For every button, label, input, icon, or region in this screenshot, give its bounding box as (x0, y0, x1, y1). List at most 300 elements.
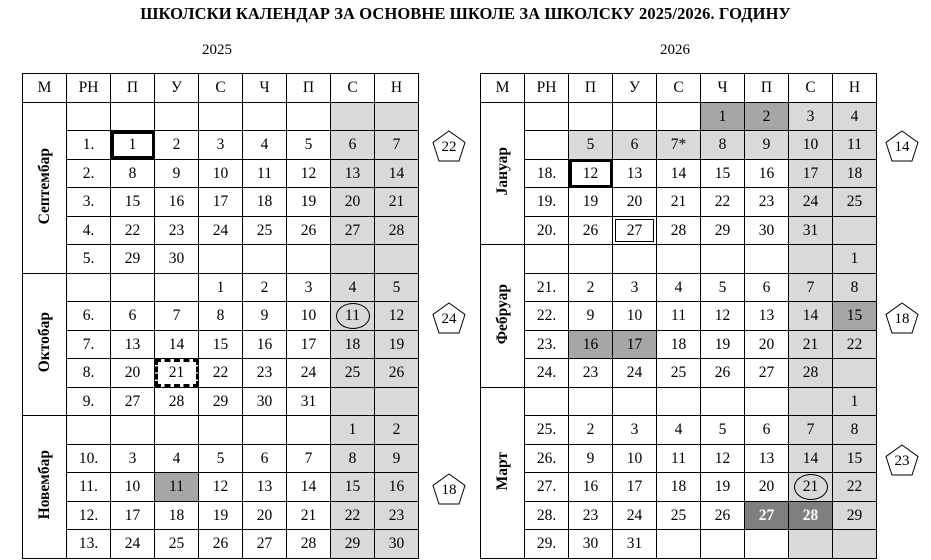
day-cell: 13 (613, 159, 657, 188)
day-cell: 8 (199, 302, 243, 331)
day-cell (657, 245, 701, 274)
day-cell: 9 (569, 444, 613, 473)
week-number-cell: 28. (525, 501, 569, 530)
week-row (481, 188, 877, 217)
day-cell: 27 (613, 216, 657, 245)
month-name-cell (23, 102, 67, 273)
day-cell: 23 (745, 188, 789, 217)
workdays-badge: 18 (885, 302, 919, 334)
day-cell (375, 102, 419, 131)
day-cell: 12 (287, 159, 331, 188)
week-row (23, 359, 419, 388)
day-cell: 29 (111, 245, 155, 274)
day-cell: 3 (789, 102, 833, 131)
day-cell: 21 (657, 188, 701, 217)
week-number-cell: 23. (525, 330, 569, 359)
day-cell: 3 (613, 416, 657, 445)
week-number-cell: 18. (525, 159, 569, 188)
week-row (481, 387, 877, 416)
day-cell: 1 (111, 131, 155, 160)
day-cell: 27 (745, 501, 789, 530)
week-number-cell: 11. (67, 473, 111, 502)
day-cell: 7 (287, 444, 331, 473)
day-cell: 10 (789, 131, 833, 160)
day-cell: 16 (569, 330, 613, 359)
day-cell: 3 (111, 444, 155, 473)
header-cell: С (789, 74, 833, 103)
day-cell: 18 (657, 473, 701, 502)
day-cell: 23 (375, 501, 419, 530)
day-cell (569, 102, 613, 131)
day-cell: 6 (111, 302, 155, 331)
day-cell: 30 (375, 530, 419, 559)
day-cell: 17 (199, 188, 243, 217)
day-cell: 17 (613, 330, 657, 359)
week-row (481, 159, 877, 188)
day-cell: 4 (657, 273, 701, 302)
day-cell (657, 102, 701, 131)
day-cell: 16 (745, 159, 789, 188)
day-cell (287, 416, 331, 445)
day-cell: 22 (199, 359, 243, 388)
day-cell: 2 (155, 131, 199, 160)
week-number-cell (67, 273, 111, 302)
week-number-cell (525, 245, 569, 274)
day-cell: 31 (789, 216, 833, 245)
week-row (481, 302, 877, 331)
day-cell (375, 245, 419, 274)
week-number-cell: 9. (67, 387, 111, 416)
week-row (23, 245, 419, 274)
day-cell: 28 (155, 387, 199, 416)
day-cell: 10 (613, 444, 657, 473)
day-cell: 5 (569, 131, 613, 160)
day-cell: 6 (613, 131, 657, 160)
day-cell: 13 (331, 159, 375, 188)
day-cell: 29 (199, 387, 243, 416)
day-cell: 25 (155, 530, 199, 559)
day-cell: 19 (701, 473, 745, 502)
day-cell (613, 245, 657, 274)
day-cell: 8 (331, 444, 375, 473)
day-cell: 4 (833, 102, 877, 131)
header-cell: П (111, 74, 155, 103)
day-cell: 16 (155, 188, 199, 217)
day-cell (331, 387, 375, 416)
day-cell (789, 387, 833, 416)
day-cell (745, 530, 789, 559)
day-cell: 5 (375, 273, 419, 302)
day-cell: 26 (569, 216, 613, 245)
day-cell: 16 (569, 473, 613, 502)
header-row (481, 74, 877, 103)
day-cell: 2 (375, 416, 419, 445)
day-cell: 28 (375, 216, 419, 245)
day-cell: 3 (199, 131, 243, 160)
day-cell: 11 (657, 302, 701, 331)
week-row (481, 131, 877, 160)
header-cell: РН (67, 74, 111, 103)
month-name: Септембар (35, 147, 53, 224)
day-cell: 25 (657, 501, 701, 530)
day-cell (789, 530, 833, 559)
header-cell: Н (833, 74, 877, 103)
day-cell: 30 (745, 216, 789, 245)
day-cell (243, 416, 287, 445)
week-number-cell: 12. (67, 501, 111, 530)
day-cell: 23 (569, 501, 613, 530)
week-number-cell: 8. (67, 359, 111, 388)
week-number-cell: 27. (525, 473, 569, 502)
week-number-cell: 26. (525, 444, 569, 473)
day-cell: 9 (745, 131, 789, 160)
day-cell (613, 102, 657, 131)
workdays-badge: 14 (885, 130, 919, 162)
day-cell: 22 (111, 216, 155, 245)
header-cell: У (613, 74, 657, 103)
day-cell: 1 (833, 245, 877, 274)
day-cell: 21 (375, 188, 419, 217)
day-cell (833, 359, 877, 388)
day-cell: 29 (331, 530, 375, 559)
day-cell: 12 (569, 159, 613, 188)
week-number-cell: 4. (67, 216, 111, 245)
day-cell: 6 (243, 444, 287, 473)
header-cell: У (155, 74, 199, 103)
day-cell: 11 (833, 131, 877, 160)
circled-day: 11 (336, 303, 370, 329)
day-cell (613, 387, 657, 416)
day-cell: 31 (287, 387, 331, 416)
header-cell: РН (525, 74, 569, 103)
week-row (23, 188, 419, 217)
day-cell: 13 (745, 302, 789, 331)
day-cell: 26 (287, 216, 331, 245)
day-cell: 9 (375, 444, 419, 473)
day-cell: 19 (199, 501, 243, 530)
day-cell (569, 387, 613, 416)
day-cell: 27 (111, 387, 155, 416)
day-cell: 14 (375, 159, 419, 188)
day-cell: 3 (287, 273, 331, 302)
day-cell: 30 (155, 245, 199, 274)
day-cell: 14 (287, 473, 331, 502)
day-cell: 5 (701, 416, 745, 445)
day-cell: 17 (111, 501, 155, 530)
day-cell: 4 (331, 273, 375, 302)
month-name: Фебруар (493, 283, 511, 345)
week-number-cell: 6. (67, 302, 111, 331)
header-cell: С (331, 74, 375, 103)
header-cell: С (199, 74, 243, 103)
day-cell: 13 (111, 330, 155, 359)
day-cell: 7 (155, 302, 199, 331)
day-cell: 20 (243, 501, 287, 530)
day-cell: 29 (701, 216, 745, 245)
week-number-cell (525, 387, 569, 416)
day-cell: 28 (789, 501, 833, 530)
month-name-cell (481, 387, 525, 558)
day-cell: 27 (243, 530, 287, 559)
day-cell: 6 (745, 273, 789, 302)
day-cell: 11 (243, 159, 287, 188)
day-cell: 19 (701, 330, 745, 359)
day-cell: 26 (199, 530, 243, 559)
day-cell: 10 (111, 473, 155, 502)
day-cell: 10 (199, 159, 243, 188)
day-cell: 28 (789, 359, 833, 388)
header-row (23, 74, 419, 103)
week-row (23, 530, 419, 559)
month-name: Новембар (35, 450, 53, 520)
day-cell: 8 (701, 131, 745, 160)
day-cell: 25 (243, 216, 287, 245)
day-cell: 17 (287, 330, 331, 359)
day-cell (155, 273, 199, 302)
week-row (481, 216, 877, 245)
day-cell (243, 102, 287, 131)
day-cell: 17 (789, 159, 833, 188)
week-number-cell (67, 416, 111, 445)
header-cell: Ч (701, 74, 745, 103)
day-cell: 24 (789, 188, 833, 217)
week-row (481, 102, 877, 131)
day-cell: 12 (375, 302, 419, 331)
week-row (23, 102, 419, 131)
day-cell: 25 (833, 188, 877, 217)
day-cell: 18 (657, 330, 701, 359)
day-cell (199, 245, 243, 274)
day-cell: 20 (613, 188, 657, 217)
day-cell: 17 (613, 473, 657, 502)
day-cell: 21 (287, 501, 331, 530)
week-row (23, 387, 419, 416)
day-cell: 16 (243, 330, 287, 359)
day-cell: 12 (701, 302, 745, 331)
day-cell: 22 (331, 501, 375, 530)
day-cell: 20 (111, 359, 155, 388)
calendar-table-2025 (22, 73, 419, 559)
day-cell: 31 (613, 530, 657, 559)
week-row (481, 416, 877, 445)
header-cell: П (745, 74, 789, 103)
circled-day: 21 (794, 474, 828, 500)
day-cell: 19 (375, 330, 419, 359)
day-cell: 18 (155, 501, 199, 530)
header-cell: П (287, 74, 331, 103)
month-name-cell (481, 245, 525, 388)
day-cell: 9 (569, 302, 613, 331)
day-cell: 3 (613, 273, 657, 302)
day-cell (789, 473, 833, 502)
header-cell: С (657, 74, 701, 103)
day-cell: 2 (745, 102, 789, 131)
day-cell (745, 245, 789, 274)
day-cell (375, 387, 419, 416)
day-cell (569, 245, 613, 274)
day-cell: 18 (243, 188, 287, 217)
month-name: Јануар (493, 147, 511, 196)
day-cell: 2 (569, 416, 613, 445)
day-cell: 7 (375, 131, 419, 160)
week-number-cell: 25. (525, 416, 569, 445)
day-cell: 1 (701, 102, 745, 131)
week-row (481, 501, 877, 530)
day-cell: 15 (331, 473, 375, 502)
header-cell: Ч (243, 74, 287, 103)
day-cell: 5 (287, 131, 331, 160)
year-left: 2025 (202, 42, 232, 58)
week-row (23, 501, 419, 530)
day-cell (287, 245, 331, 274)
year-right: 2026 (660, 42, 690, 58)
day-cell: 8 (833, 416, 877, 445)
week-row (23, 216, 419, 245)
day-cell (745, 387, 789, 416)
day-cell: 13 (745, 444, 789, 473)
week-row (481, 245, 877, 274)
workdays-badge: 24 (432, 302, 466, 334)
day-cell: 23 (569, 359, 613, 388)
day-cell (331, 102, 375, 131)
day-cell: 2 (243, 273, 287, 302)
week-number-cell (525, 102, 569, 131)
day-cell (789, 245, 833, 274)
day-cell: 20 (745, 330, 789, 359)
day-cell: 30 (243, 387, 287, 416)
week-row (23, 473, 419, 502)
day-cell: 14 (789, 444, 833, 473)
week-row (23, 302, 419, 331)
day-cell (701, 245, 745, 274)
week-row (23, 416, 419, 445)
day-cell: 20 (331, 188, 375, 217)
day-cell: 15 (111, 188, 155, 217)
day-cell: 27 (331, 216, 375, 245)
header-cell: Н (375, 74, 419, 103)
workdays-badge: 18 (432, 473, 466, 505)
day-cell: 18 (833, 159, 877, 188)
day-cell (701, 530, 745, 559)
week-number-cell: 22. (525, 302, 569, 331)
day-cell (287, 102, 331, 131)
workdays-badge: 22 (432, 130, 466, 162)
day-cell: 4 (243, 131, 287, 160)
week-row (23, 330, 419, 359)
day-cell: 14 (155, 330, 199, 359)
month-name: Октобар (35, 312, 53, 373)
day-cell (657, 530, 701, 559)
day-cell: 10 (613, 302, 657, 331)
week-number-cell: 29. (525, 530, 569, 559)
week-row (23, 273, 419, 302)
day-cell (199, 102, 243, 131)
day-cell: 13 (243, 473, 287, 502)
month-name-cell (23, 416, 67, 559)
day-cell: 6 (745, 416, 789, 445)
day-cell: 14 (789, 302, 833, 331)
day-cell: 8 (111, 159, 155, 188)
week-number-cell (67, 102, 111, 131)
day-cell (833, 530, 877, 559)
day-cell: 5 (199, 444, 243, 473)
day-cell: 27 (745, 359, 789, 388)
week-number-cell: 5. (67, 245, 111, 274)
day-cell: 26 (701, 359, 745, 388)
day-cell: 16 (375, 473, 419, 502)
day-cell (243, 245, 287, 274)
day-cell: 20 (745, 473, 789, 502)
month-name: Март (493, 451, 511, 490)
day-cell (701, 387, 745, 416)
day-cell: 23 (243, 359, 287, 388)
day-cell: 28 (287, 530, 331, 559)
day-cell: 7 (789, 273, 833, 302)
day-cell (833, 216, 877, 245)
day-cell: 24 (199, 216, 243, 245)
day-cell: 7* (657, 131, 701, 160)
day-cell: 14 (657, 159, 701, 188)
day-cell: 9 (243, 302, 287, 331)
week-number-cell: 19. (525, 188, 569, 217)
day-cell: 5 (701, 273, 745, 302)
week-row (481, 473, 877, 502)
month-name-cell (23, 273, 67, 416)
day-cell: 22 (833, 473, 877, 502)
day-cell: 25 (657, 359, 701, 388)
day-cell: 11 (155, 473, 199, 502)
day-cell (111, 273, 155, 302)
workdays-badge: 23 (885, 444, 919, 476)
week-number-cell: 2. (67, 159, 111, 188)
week-row (481, 273, 877, 302)
day-cell: 25 (331, 359, 375, 388)
page-title: ШКОЛСКИ КАЛЕНДАР ЗА ОСНОВНЕ ШКОЛЕ ЗА ШКОЛСКУ 2025/2026. ГОДИНУ (140, 4, 791, 23)
day-cell: 15 (701, 159, 745, 188)
week-number-cell: 7. (67, 330, 111, 359)
week-number-cell: 21. (525, 273, 569, 302)
day-cell: 28 (657, 216, 701, 245)
day-cell: 18 (331, 330, 375, 359)
day-cell: 4 (657, 416, 701, 445)
week-row (481, 530, 877, 559)
week-number-cell: 3. (67, 188, 111, 217)
week-row (481, 444, 877, 473)
day-cell (155, 416, 199, 445)
day-cell: 23 (155, 216, 199, 245)
day-cell: 26 (701, 501, 745, 530)
day-cell (111, 102, 155, 131)
day-cell: 7 (789, 416, 833, 445)
day-cell: 12 (199, 473, 243, 502)
day-cell: 24 (613, 359, 657, 388)
day-cell: 29 (833, 501, 877, 530)
day-cell: 2 (569, 273, 613, 302)
header-cell: П (569, 74, 613, 103)
day-cell (331, 302, 375, 331)
day-cell (331, 245, 375, 274)
day-cell (657, 387, 701, 416)
day-cell: 24 (111, 530, 155, 559)
day-cell: 19 (287, 188, 331, 217)
week-number-cell: 1. (67, 131, 111, 160)
day-cell: 8 (833, 273, 877, 302)
calendar-table-2026 (480, 73, 877, 559)
day-cell: 10 (287, 302, 331, 331)
day-cell: 22 (833, 330, 877, 359)
week-number-cell: 24. (525, 359, 569, 388)
week-number-cell: 20. (525, 216, 569, 245)
